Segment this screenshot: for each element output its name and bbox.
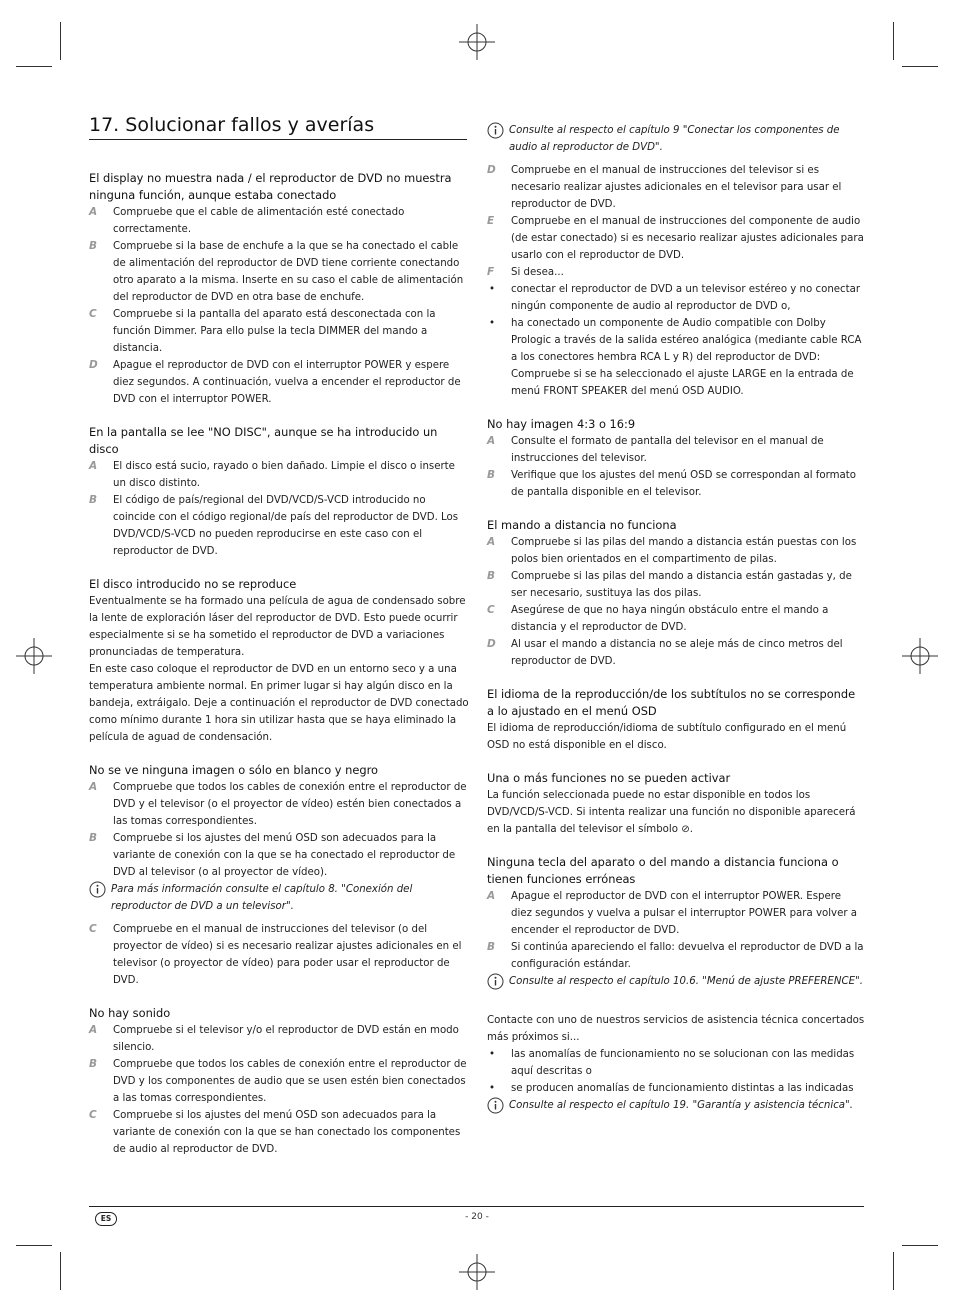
item-text: Verifique que los ajustes del menú OSD se correspondan al formato de pantalla disponible en el televisor.	[511, 470, 857, 498]
info-icon	[89, 881, 111, 915]
item-text: Si continúa apareciendo el fallo: devuelva el reproductor de DVD a la configuración estándar.	[511, 942, 864, 970]
item-text: Compruebe si el televisor y/o el reproductor de DVD están en modo silencio.	[113, 1025, 459, 1053]
section-heading: El mando a distancia no funciona	[487, 518, 677, 532]
step-item	[487, 534, 865, 568]
step-letter: B	[89, 832, 98, 844]
item-text: El disco está sucio, rayado o bien dañado. Limpie el disco o inserte un disco distinto.	[113, 461, 455, 489]
section-heading: No hay sonido	[89, 1006, 171, 1020]
item-text: Apague el reproductor de DVD con el interruptor POWER. Espere diez segundos y vuelva a pulsar el interruptor POWER para volver a encender el reproductor de DVD.	[511, 891, 858, 936]
info-icon	[487, 973, 509, 996]
troubleshooting-section	[487, 517, 865, 670]
item-text: Consulte el formato de pantalla del televisor en el manual de instrucciones del televisor.	[511, 436, 824, 464]
item-text: El código de país/regional del DVD/VCD/S-VCD introducido no coincide con el código regional/de país del reproductor de DVD. Los DVD/VCD/S-VCD no pueden reproducirse en este caso con el reproductor de DVD.	[113, 495, 459, 557]
registration-mark-icon	[459, 24, 495, 60]
item-text: Para más información consulte el capítulo 8. "Conexión del reproductor de DVD a un televisor".	[111, 884, 413, 912]
step-letter: A	[89, 206, 98, 218]
item-text: Asegúrese de que no haya ningún obstáculo entre el mando a distancia y el reproductor de DVD.	[511, 605, 829, 633]
info-icon	[487, 122, 509, 156]
info-note	[487, 122, 865, 156]
step-item	[487, 213, 865, 264]
step-letter: B	[487, 469, 496, 481]
section-heading: En la pantalla se lee "NO DISC", aunque se ha introducido un disco	[89, 425, 438, 456]
item-text: Apague el reproductor de DVD con el interruptor POWER y espere diez segundos. A continuación, vuelva a encender el reproductor de DVD con el interruptor POWER.	[113, 360, 461, 405]
item-text: Consulte al respecto el capítulo 9 "Conectar los componentes de audio al reproductor de DVD".	[509, 125, 840, 153]
step-letter: A	[487, 890, 496, 902]
item-text: Si desea...	[511, 267, 564, 278]
item-text: Compruebe en el manual de instrucciones del televisor si es necesario realizar ajustes adicionales en el televisor para usar el reproductor de DVD.	[511, 165, 842, 210]
step-letter: D	[487, 164, 496, 176]
page-title: 17. Solucionar fallos y averías	[89, 114, 375, 136]
section-heading: El disco introducido no se reproduce	[89, 577, 297, 591]
page-number: - 20 -	[465, 1212, 489, 1222]
item-text: Compruebe que todos los cables de conexión entre el reproductor de DVD y los componentes de audio que se usen estén bien conectados a las tomas correspondientes.	[113, 1059, 467, 1104]
step-item	[89, 238, 469, 306]
crop-mark	[16, 1245, 52, 1246]
registration-mark-icon	[902, 638, 938, 674]
bullet-item	[487, 1046, 865, 1080]
right-column	[487, 122, 865, 1136]
step-item	[487, 433, 865, 467]
troubleshooting-section	[487, 854, 865, 996]
crop-mark	[893, 22, 894, 60]
item-text: Compruebe si la base de enchufe a la que se ha conectado el cable de alimentación del reproductor de DVD tiene corriente conectando otro aparato a la misma. Inserte en su caso el cable de alimentación del reproductor de DVD en otra base de enchufe.	[113, 241, 464, 303]
section-heading: El display no muestra nada / el reproductor de DVD no muestra ninguna función, aunque estaba conectado	[89, 171, 452, 202]
step-item	[487, 888, 865, 939]
step-letter: A	[487, 536, 496, 548]
step-item	[89, 1056, 469, 1107]
step-item	[487, 636, 865, 670]
step-letter: A	[487, 435, 496, 447]
troubleshooting-section	[487, 122, 865, 400]
language-badge: ES	[95, 1212, 117, 1226]
step-letter: B	[487, 941, 496, 953]
troubleshooting-section	[487, 1012, 865, 1120]
step-item	[487, 939, 865, 973]
step-item	[487, 264, 865, 281]
troubleshooting-section	[487, 416, 865, 501]
item-text: Compruebe si los ajustes del menú OSD son adecuados para la variante de conexión con la que se ha conectado el reproductor de DVD al televisor (o al proyector de vídeo).	[113, 833, 456, 878]
bullet-marker: •	[489, 1049, 496, 1060]
item-text: conectar el reproductor de DVD a un televisor estéreo y no conectar ningún componente de audio al reproductor de DVD o,	[511, 284, 861, 312]
step-item	[89, 357, 469, 408]
section-heading: Ninguna tecla del aparato o del mando a distancia funciona o tienen funciones erróneas	[487, 855, 839, 886]
crop-mark	[902, 66, 938, 67]
item-text: Consulte al respecto el capítulo 19. "Garantía y asistencia técnica".	[509, 1100, 853, 1111]
troubleshooting-section	[89, 576, 469, 746]
registration-mark-icon	[16, 638, 52, 674]
step-item	[487, 467, 865, 501]
section-heading: El idioma de la reproducción/de los subtítulos no se corresponde a lo ajustado en el menú OSD	[487, 687, 856, 718]
item-text: se producen anomalías de funcionamiento distintas a las indicadas	[511, 1083, 854, 1094]
bullet-item	[487, 315, 865, 400]
step-item	[89, 1107, 469, 1158]
info-icon	[487, 1097, 509, 1120]
step-letter: D	[89, 359, 98, 371]
paragraph: El idioma de reproducción/idioma de subtítulo configurado en el menú OSD no está disponible en el disco.	[487, 723, 847, 751]
step-letter: B	[89, 1058, 98, 1070]
step-letter: A	[89, 460, 98, 472]
step-item	[487, 568, 865, 602]
info-note	[487, 973, 865, 996]
bullet-marker: •	[489, 1083, 496, 1094]
step-letter: C	[89, 308, 97, 320]
paragraph: La función seleccionada puede no estar disponible en todos los DVD/VCD/S-VCD. Si intenta realizar una función no disponible aparecerá en la pantalla del televisor el símbolo ⊘.	[487, 790, 856, 835]
item-text: Al usar el mando a distancia no se aleje más de cinco metros del reproductor de DVD.	[511, 639, 843, 667]
step-item	[487, 602, 865, 636]
registration-mark-icon	[459, 1254, 495, 1290]
item-text: Compruebe si las pilas del mando a distancia están gastadas y, de ser necesario, sustituya las dos pilas.	[511, 571, 852, 599]
step-letter: A	[89, 1024, 98, 1036]
troubleshooting-section	[487, 686, 865, 754]
step-item	[487, 162, 865, 213]
step-letter: F	[487, 266, 495, 278]
item-text: las anomalías de funcionamiento no se solucionan con las medidas aquí descritas o	[511, 1049, 855, 1077]
step-letter: D	[487, 638, 496, 650]
troubleshooting-section	[89, 762, 469, 989]
step-item	[89, 492, 469, 560]
step-letter: C	[487, 604, 495, 616]
step-item	[89, 830, 469, 881]
troubleshooting-section	[89, 1005, 469, 1158]
section-heading: Una o más funciones no se pueden activar	[487, 771, 731, 785]
item-text: Compruebe si los ajustes del menú OSD son adecuados para la variante de conexión con la que se han conectado los componentes de audio al reproductor de DVD.	[113, 1110, 461, 1155]
left-column	[89, 170, 469, 1174]
title-divider	[89, 139, 467, 140]
troubleshooting-section	[89, 170, 469, 408]
bullet-item	[487, 281, 865, 315]
section-heading: No se ve ninguna imagen o sólo en blanco y negro	[89, 763, 378, 777]
crop-mark	[60, 1252, 61, 1290]
troubleshooting-section	[487, 770, 865, 838]
step-item	[89, 204, 469, 238]
crop-mark	[60, 22, 61, 60]
item-text: Compruebe en el manual de instrucciones del televisor (o del proyector de vídeo) si es necesario realizar ajustes adicionales en el televisor (o proyector de vídeo) para poder usar el reproductor de DVD.	[113, 924, 462, 986]
step-letter: B	[487, 570, 496, 582]
paragraph: Contacte con uno de nuestros servicios de asistencia técnica concertados más próximos si...	[487, 1015, 865, 1043]
item-text: Compruebe que todos los cables de conexión entre el reproductor de DVD y el televisor (o el proyector de vídeo) estén bien conectados a las tomas correspondientes.	[113, 782, 467, 827]
step-letter: B	[89, 240, 98, 252]
step-item	[89, 458, 469, 492]
item-text: Compruebe que el cable de alimentación esté conectado correctamente.	[113, 207, 405, 235]
crop-mark	[893, 1252, 894, 1290]
paragraph: Eventualmente se ha formado una película de agua de condensado sobre la lente de exploración láser del reproductor de DVD. Esto puede ocurrir especialmente si se ha sometido el reproductor de DVD a variaciones pronunciadas de temperatura.	[89, 596, 466, 658]
step-item	[89, 306, 469, 357]
crop-mark	[16, 66, 52, 67]
step-letter: C	[89, 923, 97, 935]
step-item	[89, 921, 469, 989]
step-letter: B	[89, 494, 98, 506]
paragraph: En este caso coloque el reproductor de DVD en un entorno seco y a una temperatura ambiente normal. En primer lugar si hay algún disco en la bandeja, extráigalo. Deje a continuación el reproductor de DVD conectado como mínimo durante 1 hora sin utilizar hasta que se haya eliminado la película de aguad de condensación.	[89, 664, 469, 743]
item-text: Compruebe si las pilas del mando a distancia están puestas con los polos bien orientados en el compartimento de pilas.	[511, 537, 857, 565]
step-letter: A	[89, 781, 98, 793]
step-item	[89, 779, 469, 830]
footer-divider	[89, 1206, 864, 1207]
section-heading: No hay imagen 4:3 o 16:9	[487, 417, 636, 431]
step-letter: C	[89, 1109, 97, 1121]
bullet-item	[487, 1080, 865, 1097]
step-item	[89, 1022, 469, 1056]
troubleshooting-section	[89, 424, 469, 560]
crop-mark	[902, 1245, 938, 1246]
item-text: Compruebe si la pantalla del aparato está desconectada con la función Dimmer. Para ello pulse la tecla DIMMER del mando a distancia.	[113, 309, 436, 354]
bullet-marker: •	[489, 318, 496, 329]
item-text: Consulte al respecto el capítulo 10.6. "Menú de ajuste PREFERENCE".	[509, 976, 863, 987]
item-text: ha conectado un componente de Audio compatible con Dolby Prologic a través de la salida estéreo analógica (mediante cable RCA a los conectores hembra RCA L y R) del reproductor de DVD: Compruebe si se ha seleccionado el ajuste LARGE en la entrada de menú FRONT SPEAKER del menú OSD AUDIO.	[511, 318, 862, 397]
info-note	[89, 881, 469, 915]
info-note	[487, 1097, 865, 1120]
bullet-marker: •	[489, 284, 496, 295]
step-letter: E	[487, 215, 495, 227]
item-text: Compruebe en el manual de instrucciones del componente de audio (de estar conectado) si es necesario realizar ajustes adicionales para usarlo con el reproductor de DVD.	[511, 216, 864, 261]
